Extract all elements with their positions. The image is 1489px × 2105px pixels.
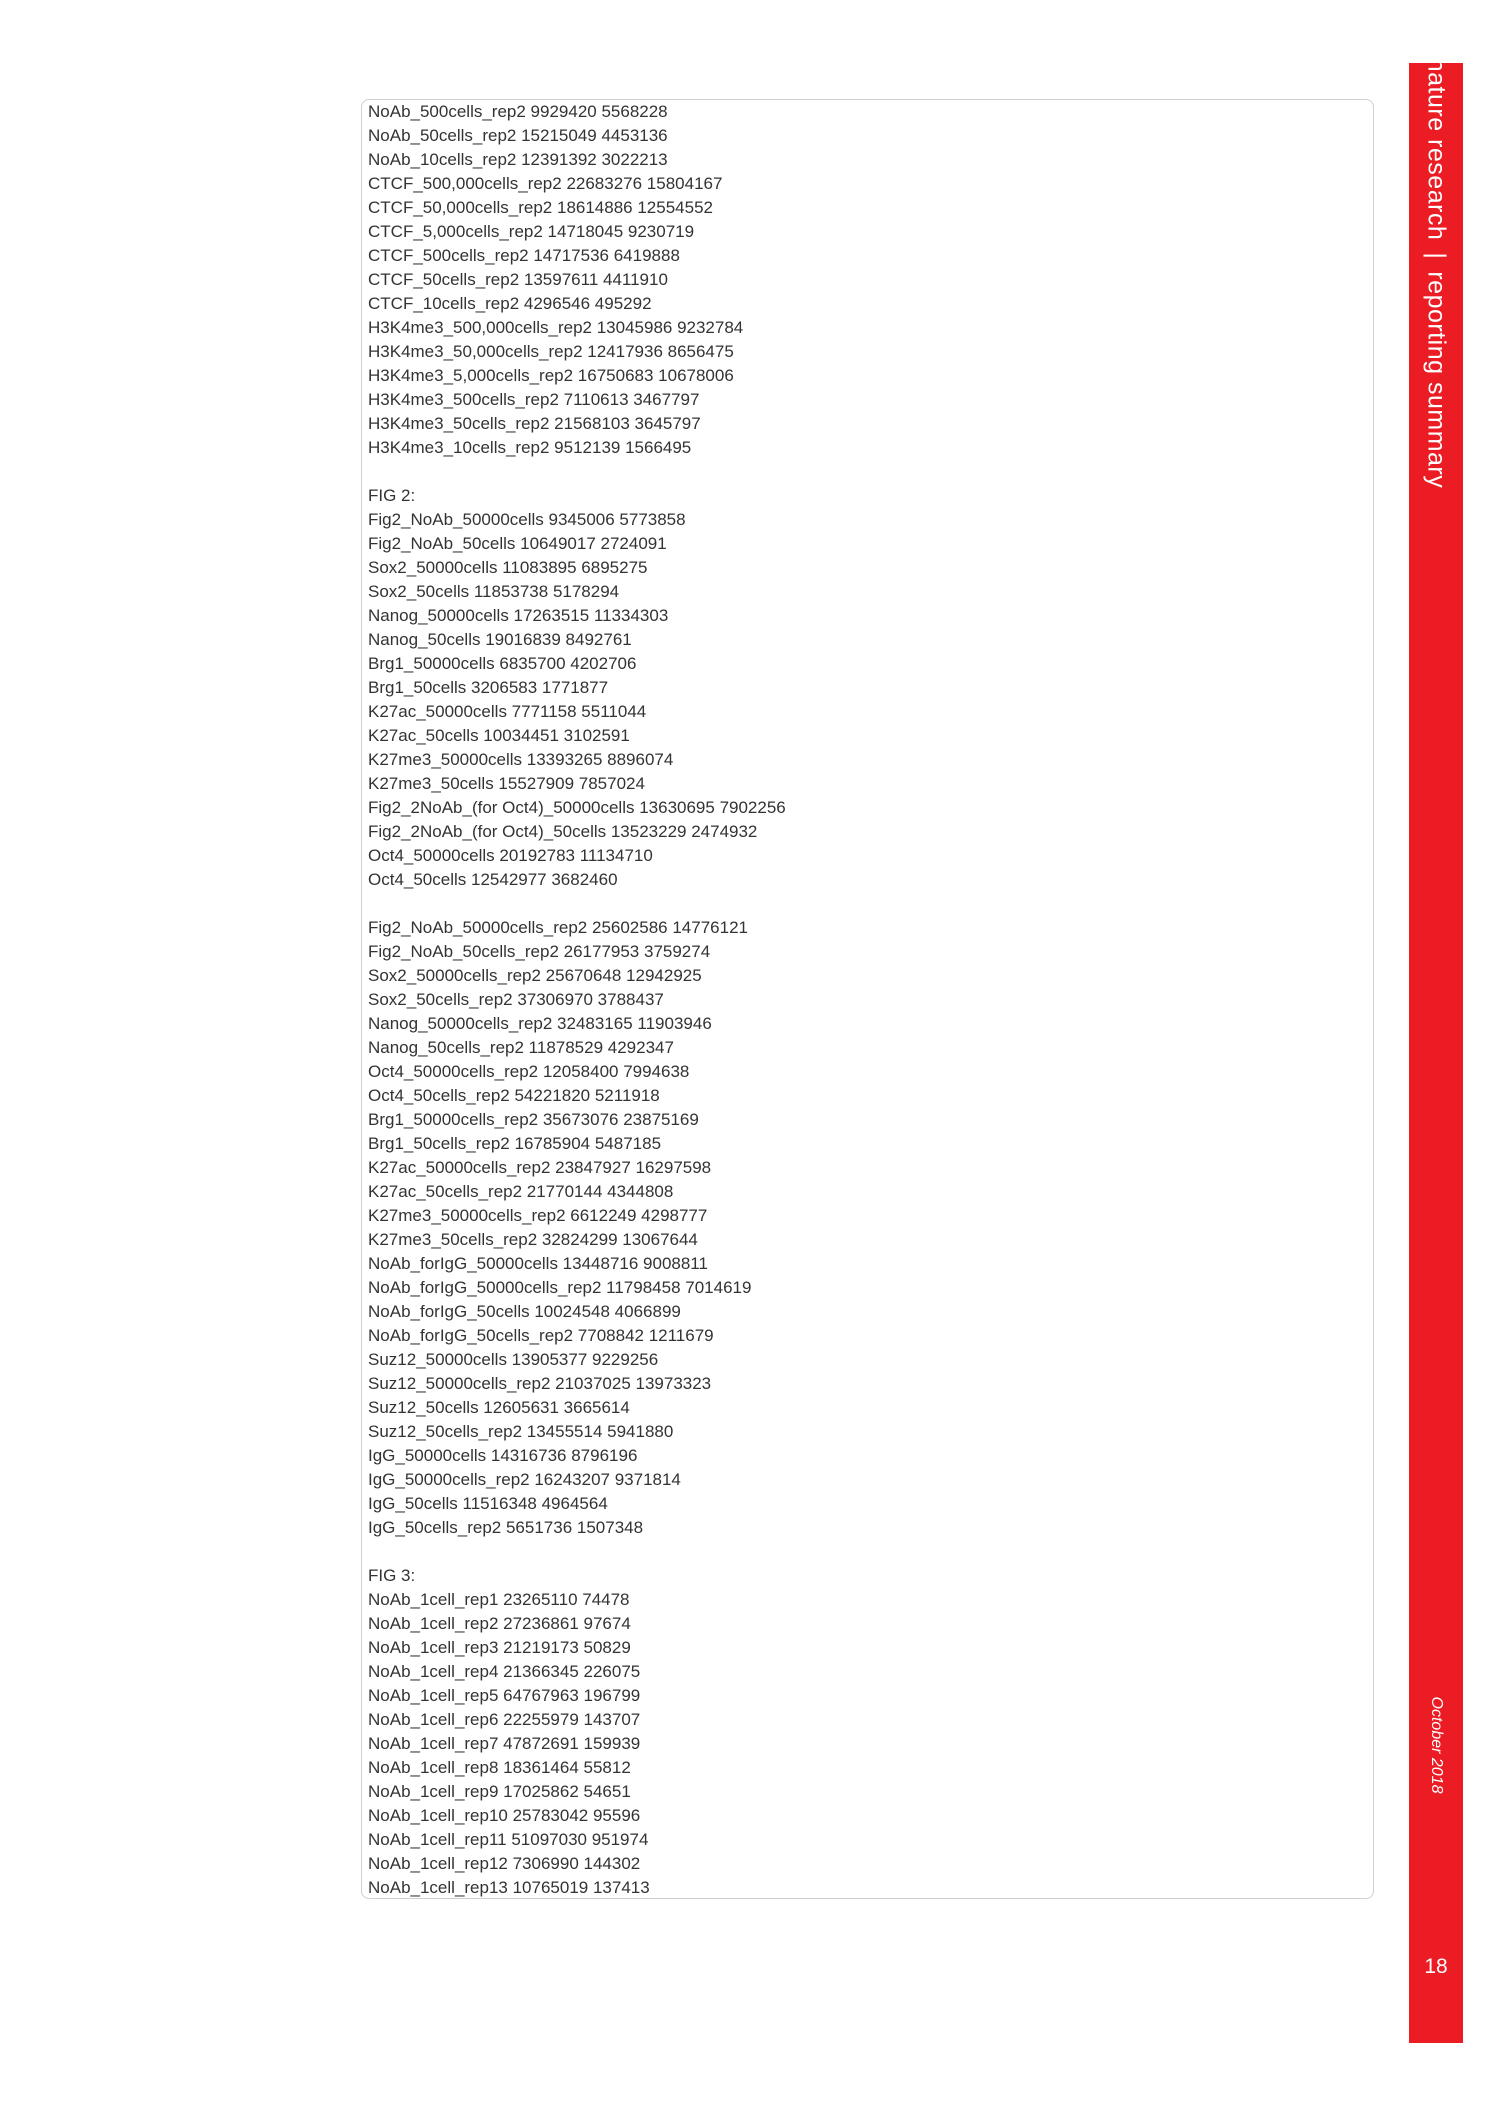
text-line: Oct4_50000cells 20192783 11134710 bbox=[368, 846, 653, 865]
text-line: NoAb_1cell_rep11 51097030 951974 bbox=[368, 1830, 649, 1849]
text-line: NoAb_forIgG_50cells_rep2 7708842 1211679 bbox=[368, 1326, 714, 1345]
read-counts-text-box bbox=[361, 99, 1374, 1899]
section-name: reporting summary bbox=[1422, 271, 1451, 489]
text-line: IgG_50000cells 14316736 8796196 bbox=[368, 1446, 638, 1465]
text-line: Brg1_50000cells 6835700 4202706 bbox=[368, 654, 637, 673]
text-line: K27me3_50000cells 13393265 8896074 bbox=[368, 750, 674, 769]
text-line: NoAb_1cell_rep6 22255979 143707 bbox=[368, 1710, 641, 1729]
text-line: Brg1_50cells 3206583 1771877 bbox=[368, 678, 609, 697]
text-line: NoAb_1cell_rep1 23265110 74478 bbox=[368, 1590, 630, 1609]
text-line: CTCF_5,000cells_rep2 14718045 9230719 bbox=[368, 222, 695, 241]
text-line: NoAb_1cell_rep9 17025862 54651 bbox=[368, 1782, 631, 1801]
text-line: H3K4me3_50cells_rep2 21568103 3645797 bbox=[368, 414, 701, 433]
text-line: CTCF_10cells_rep2 4296546 495292 bbox=[368, 294, 652, 313]
title-separator: | bbox=[1422, 252, 1451, 260]
blank-line bbox=[368, 460, 1373, 484]
text-line: NoAb_forIgG_50000cells_rep2 11798458 7014619 bbox=[368, 1278, 752, 1297]
text-line: IgG_50000cells_rep2 16243207 9371814 bbox=[368, 1470, 681, 1489]
journal-sidebar bbox=[1409, 57, 1463, 2043]
text-line: Suz12_50cells_rep2 13455514 5941880 bbox=[368, 1422, 674, 1441]
text-line: FIG 2: bbox=[368, 486, 416, 505]
text-line: Suz12_50000cells 13905377 9229256 bbox=[368, 1350, 659, 1369]
page-number: 18 bbox=[1424, 1955, 1448, 1978]
text-line: K27me3_50000cells_rep2 6612249 4298777 bbox=[368, 1206, 708, 1225]
blank-line bbox=[368, 892, 1373, 916]
text-line: Oct4_50cells 12542977 3682460 bbox=[368, 870, 618, 889]
text-line: NoAb_1cell_rep10 25783042 95596 bbox=[368, 1806, 641, 1825]
text-line: Fig2_NoAb_50000cells 9345006 5773858 bbox=[368, 510, 686, 529]
text-line: K27ac_50000cells_rep2 23847927 16297598 bbox=[368, 1158, 712, 1177]
text-line: Nanog_50000cells_rep2 32483165 11903946 bbox=[368, 1014, 712, 1033]
text-line: NoAb_500cells_rep2 9929420 5568228 bbox=[368, 102, 668, 121]
text-line: Oct4_50000cells_rep2 12058400 7994638 bbox=[368, 1062, 690, 1081]
text-line: IgG_50cells_rep2 5651736 1507348 bbox=[368, 1518, 644, 1537]
text-line: Fig2_NoAb_50cells_rep2 26177953 3759274 bbox=[368, 942, 711, 961]
text-line: NoAb_1cell_rep13 10765019 137413 bbox=[368, 1878, 650, 1897]
text-line: CTCF_500,000cells_rep2 22683276 15804167 bbox=[368, 174, 723, 193]
text-line: Nanog_50cells 19016839 8492761 bbox=[368, 630, 632, 649]
text-line: NoAb_forIgG_50000cells 13448716 9008811 bbox=[368, 1254, 708, 1273]
text-line: H3K4me3_50,000cells_rep2 12417936 8656475 bbox=[368, 342, 734, 361]
text-line: H3K4me3_500cells_rep2 7110613 3467797 bbox=[368, 390, 700, 409]
text-line: Oct4_50cells_rep2 54221820 5211918 bbox=[368, 1086, 660, 1105]
read-counts-list bbox=[368, 100, 1373, 1899]
text-line: Suz12_50cells 12605631 3665614 bbox=[368, 1398, 630, 1417]
blank-line bbox=[368, 1540, 1373, 1564]
journal-name: nature research bbox=[1422, 57, 1451, 241]
text-line: NoAb_1cell_rep4 21366345 226075 bbox=[368, 1662, 641, 1681]
text-line: NoAb_1cell_rep8 18361464 55812 bbox=[368, 1758, 631, 1777]
text-line: CTCF_50cells_rep2 13597611 4411910 bbox=[368, 270, 668, 289]
text-line: Sox2_50000cells_rep2 25670648 12942925 bbox=[368, 966, 702, 985]
text-line: NoAb_1cell_rep12 7306990 144302 bbox=[368, 1854, 641, 1873]
text-line: Suz12_50000cells_rep2 21037025 13973323 bbox=[368, 1374, 712, 1393]
text-line: NoAb_1cell_rep3 21219173 50829 bbox=[368, 1638, 631, 1657]
text-line: Fig2_NoAb_50cells 10649017 2724091 bbox=[368, 534, 667, 553]
text-line: K27ac_50cells 10034451 3102591 bbox=[368, 726, 630, 745]
text-line: Fig2_2NoAb_(for Oct4)_50cells 13523229 2474932 bbox=[368, 822, 758, 841]
text-line: FIG 3: bbox=[368, 1566, 416, 1585]
text-line: K27me3_50cells 15527909 7857024 bbox=[368, 774, 645, 793]
text-line: H3K4me3_5,000cells_rep2 16750683 10678006 bbox=[368, 366, 734, 385]
text-line: Fig2_2NoAb_(for Oct4)_50000cells 13630695 7902256 bbox=[368, 798, 786, 817]
text-line: Nanog_50cells_rep2 11878529 4292347 bbox=[368, 1038, 674, 1057]
text-line: Fig2_NoAb_50000cells_rep2 25602586 14776121 bbox=[368, 918, 748, 937]
text-line: NoAb_1cell_rep5 64767963 196799 bbox=[368, 1686, 641, 1705]
text-line: Sox2_50cells_rep2 37306970 3788437 bbox=[368, 990, 664, 1009]
text-line: Brg1_50000cells_rep2 35673076 23875169 bbox=[368, 1110, 699, 1129]
text-line: Sox2_50cells 11853738 5178294 bbox=[368, 582, 620, 601]
text-line: NoAb_1cell_rep7 47872691 159939 bbox=[368, 1734, 641, 1753]
text-line: Sox2_50000cells 11083895 6895275 bbox=[368, 558, 648, 577]
text-line: K27ac_50cells_rep2 21770144 4344808 bbox=[368, 1182, 674, 1201]
text-line: H3K4me3_500,000cells_rep2 13045986 9232784 bbox=[368, 318, 744, 337]
text-line: NoAb_1cell_rep2 27236861 97674 bbox=[368, 1614, 631, 1633]
text-line: CTCF_500cells_rep2 14717536 6419888 bbox=[368, 246, 680, 265]
text-line: Brg1_50cells_rep2 16785904 5487185 bbox=[368, 1134, 662, 1153]
text-line: CTCF_50,000cells_rep2 18614886 12554552 bbox=[368, 198, 713, 217]
text-line: K27me3_50cells_rep2 32824299 13067644 bbox=[368, 1230, 698, 1249]
text-line: NoAb_forIgG_50cells 10024548 4066899 bbox=[368, 1302, 681, 1321]
sidebar-title bbox=[1422, 58, 1451, 489]
issue-date: October 2018 bbox=[1428, 1696, 1445, 1794]
text-line: NoAb_50cells_rep2 15215049 4453136 bbox=[368, 126, 668, 145]
text-line: H3K4me3_10cells_rep2 9512139 1566495 bbox=[368, 438, 692, 457]
text-line: NoAb_10cells_rep2 12391392 3022213 bbox=[368, 150, 668, 169]
text-line: IgG_50cells 11516348 4964564 bbox=[368, 1494, 608, 1513]
text-line: K27ac_50000cells 7771158 5511044 bbox=[368, 702, 647, 721]
text-line: Nanog_50000cells 17263515 11334303 bbox=[368, 606, 669, 625]
